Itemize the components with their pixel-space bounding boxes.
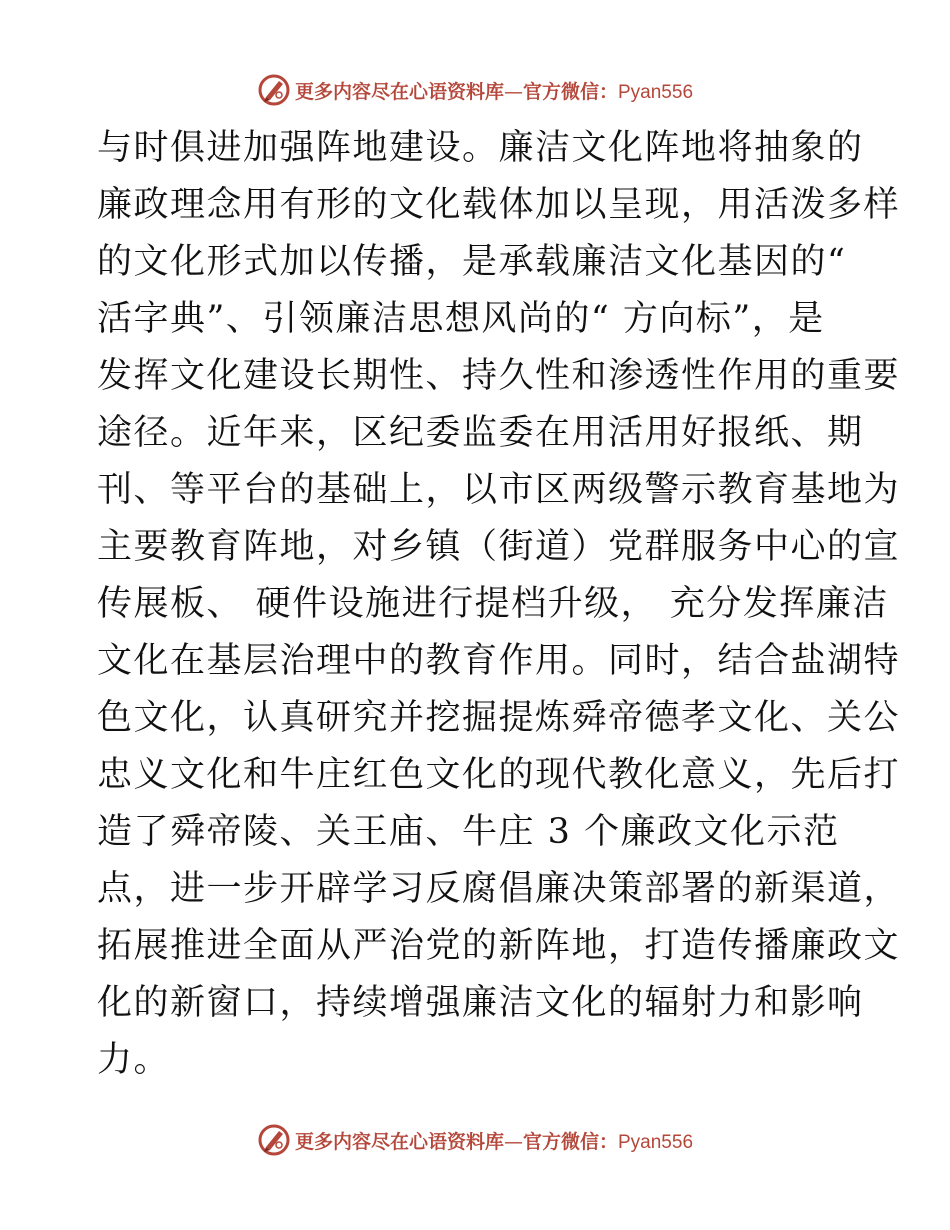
footer-banner: [0, 1120, 950, 1160]
body-line: 力。: [97, 1040, 171, 1080]
body-line: 点，进一步开辟学习反腐倡廉决策部署的新渠道，: [97, 869, 901, 909]
footer-banner-inner: [257, 1123, 693, 1157]
header-wechat-id: Pyan556: [618, 81, 694, 103]
body-line: 拓展推进全面从严治党的新阵地，打造传播廉政文: [97, 926, 901, 966]
header-banner-inner: [257, 73, 693, 107]
body-line: 发挥文化建设长期性、持久性和渗透性作用的重要: [97, 356, 901, 396]
header-banner: [0, 70, 950, 110]
body-line: 传展板、 硬件设施进行提档升级， 充分发挥廉洁: [97, 584, 889, 624]
header-banner-text: [295, 77, 693, 104]
footer-wechat-id: Pyan556: [618, 1131, 694, 1153]
body-line: 廉政理念用有形的文化载体加以呈现，用活泼多样: [97, 185, 901, 225]
footer-wechat-label: 官方微信：: [522, 1130, 618, 1153]
document-body: [97, 120, 901, 1089]
body-line: 的文化形式加以传播，是承载廉洁文化基因的“: [97, 242, 847, 282]
body-line: 活字典”、引领廉洁思想风尚的“ 方向标”，是: [97, 299, 825, 339]
header-wechat-label: 官方微信：: [522, 80, 618, 103]
body-line: 与时俱进加强阵地建设。廉洁文化阵地将抽象的: [97, 128, 864, 168]
pen-logo-icon: [257, 1123, 291, 1157]
body-line: 忠义文化和牛庄红色文化的现代教化意义，先后打: [97, 755, 901, 795]
footer-site-text: 更多内容尽在心语资料库: [294, 1130, 504, 1153]
header-site-text: 更多内容尽在心语资料库: [294, 80, 504, 103]
body-line: 文化在基层治理中的教育作用。同时，结合盐湖特: [97, 641, 901, 681]
footer-separator: —: [503, 1130, 523, 1153]
body-line: 主要教育阵地，对乡镇（街道）党群服务中心的宣: [97, 527, 901, 567]
body-line: 途径。近年来，区纪委监委在用活用好报纸、期: [97, 413, 864, 453]
body-line: 色文化，认真研究并挖掘提炼舜帝德孝文化、关公: [97, 698, 901, 738]
footer-banner-text: [295, 1127, 693, 1154]
header-separator: —: [503, 80, 523, 103]
body-line: 化的新窗口，持续增强廉洁文化的辐射力和影响: [97, 983, 864, 1023]
pen-logo-icon: [257, 73, 291, 107]
body-line: 造了舜帝陵、关王庙、牛庄 3 个廉政文化示范: [97, 812, 840, 852]
body-line: 刊、等平台的基础上，以市区两级警示教育基地为: [97, 470, 901, 510]
